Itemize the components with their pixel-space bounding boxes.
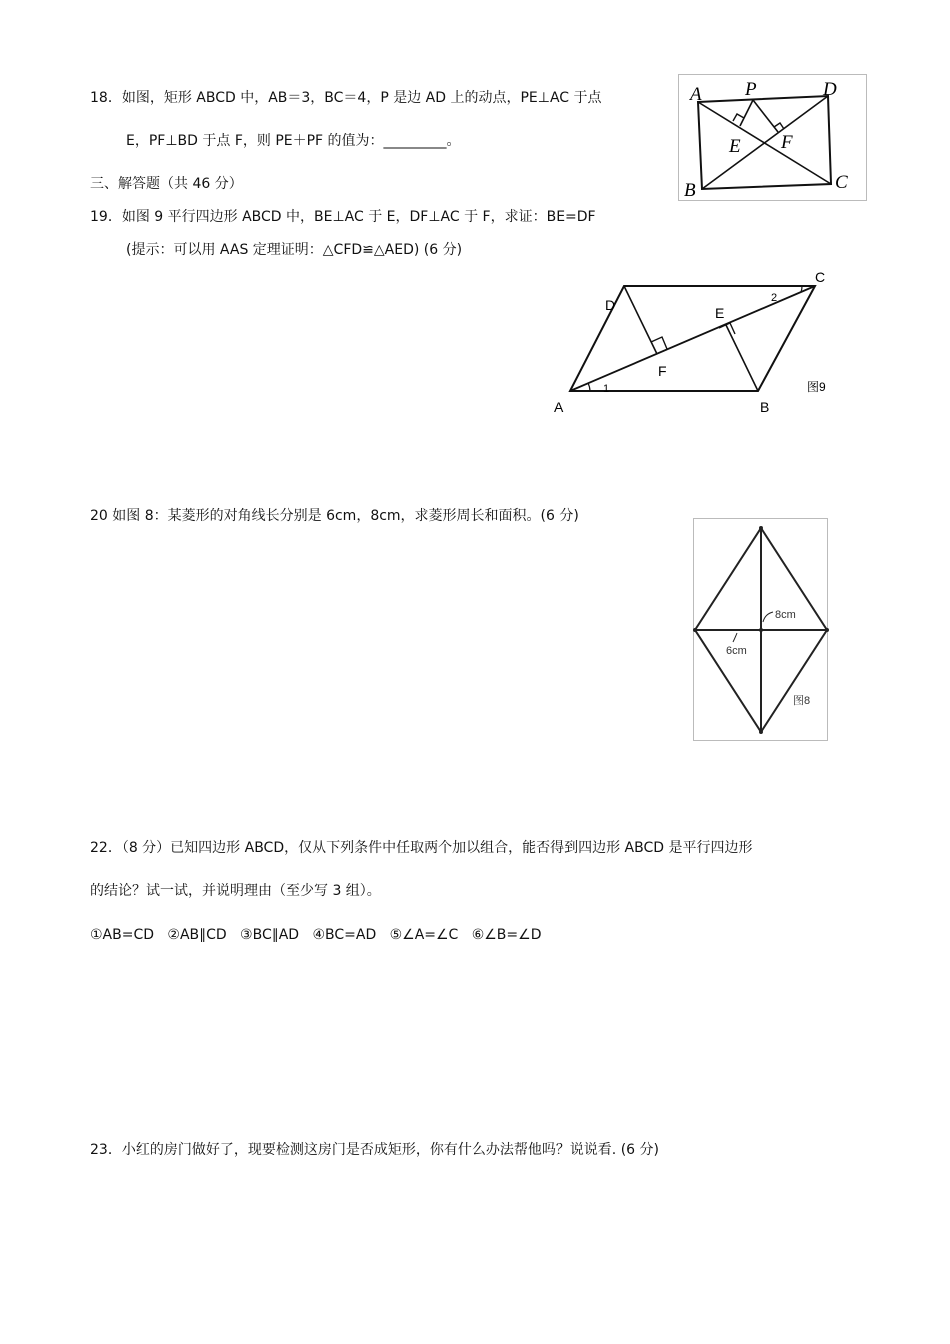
- condition-3: ③BC∥AD: [240, 927, 300, 943]
- q18-figure: [678, 74, 868, 206]
- label-E: E: [715, 305, 725, 321]
- label-D: D: [823, 79, 837, 100]
- label-E: E: [729, 136, 741, 157]
- label-D: D: [605, 297, 616, 313]
- label-C: C: [815, 269, 826, 285]
- diagonal-6cm-label: 6cm: [726, 645, 747, 657]
- label-B: B: [684, 180, 696, 201]
- q18-line1: 18．如图，矩形 ABCD 中，AB＝3，BC＝4，P 是边 AD 上的动点，PE⊥AC 于点: [90, 90, 602, 106]
- rhombus-diagram: [693, 518, 829, 742]
- condition-6: ⑥∠B=∠D: [471, 927, 542, 943]
- label-B: B: [760, 399, 770, 415]
- figure-caption: 图8: [793, 695, 811, 707]
- label-F: F: [658, 363, 667, 379]
- angle-2-label: 2: [771, 292, 778, 304]
- condition-4: ④BC=AD: [312, 927, 377, 943]
- label-P: P: [745, 79, 757, 100]
- q22-line1: 22．（8 分）已知四边形 ABCD，仅从下列条件中任取两个加以组合，能否得到四边形 ABCD 是平行四边形: [90, 840, 753, 856]
- label-A: A: [554, 399, 564, 415]
- diagonal-8cm-label: 8cm: [775, 609, 796, 621]
- q19-figure: [545, 264, 845, 428]
- condition-2: ②AB∥CD: [167, 927, 227, 943]
- q22-line2: 的结论？试一试，并说明理由（至少写 3 组）。: [90, 883, 381, 899]
- angle-1-label: 1: [603, 383, 610, 395]
- condition-1: ①AB=CD: [90, 927, 155, 943]
- label-C: C: [835, 172, 848, 193]
- q20-figure: [693, 518, 829, 746]
- condition-5: ⑤∠A=∠C: [389, 927, 459, 943]
- section-heading: 三、解答题（共 46 分）: [90, 176, 243, 192]
- label-A: A: [690, 84, 702, 105]
- q19-line2: (提示：可以用 AAS 定理证明：△CFD≌△AED) (6 分): [126, 242, 463, 258]
- q20-line1: 20 如图 8：某菱形的对角线长分别是 6cm，8cm，求菱形周长和面积。(6 分): [90, 508, 579, 524]
- q19-line1: 19．如图 9 平行四边形 ABCD 中，BE⊥AC 于 E，DF⊥AC 于 F，求证：BE=DF: [90, 209, 596, 225]
- q22-conditions: [90, 927, 541, 944]
- figure-caption: 图9: [807, 380, 826, 394]
- parallelogram-diagram: [545, 264, 845, 424]
- q18-line2: E，PF⊥BD 于点 F，则 PE＋PF 的值为：_________。: [126, 133, 461, 149]
- rectangle-diagram: [678, 74, 868, 202]
- label-F: F: [781, 132, 793, 153]
- q23-line1: 23．小红的房门做好了，现要检测这房门是否成矩形，你有什么办法帮他吗？说说看. (6 分): [90, 1142, 659, 1158]
